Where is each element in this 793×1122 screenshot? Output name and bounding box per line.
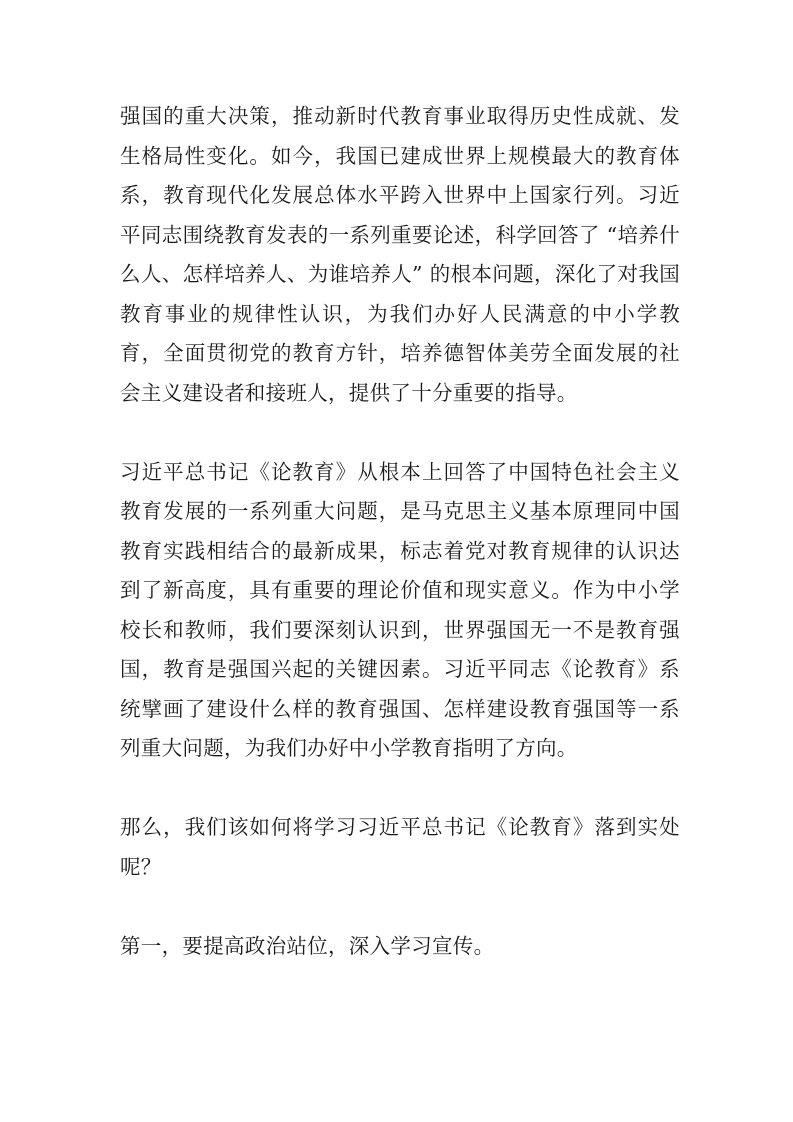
document-body (120, 97, 680, 966)
paragraph-education-achievements: 强国的重大决策，推动新时代教育事业取得历史性成就、发生格局性变化。如今，我国已建成世界上规模最大的教育体系，教育现代化发展总体水平跨入世界中上国家行列。习近平同志围绕教育发表的一系列重要论述，科学回答了 “培养什么人、怎样培养人、为谁培养人” 的根本问题，深化了对我国教育事业的规律性认识，为我们办好人民满意的中小学教育，全面贯彻党的教育方针，培养德智体美劳全面发展的社会主义建设者和接班人，提供了十分重要的指导。 (120, 104, 680, 405)
paragraph-first-point: 第一，要提高政治站位，深入学习宣传。 (120, 933, 495, 958)
paragraph-question: 那么，我们该如何将学习习近平总书记《论教育》落到实处呢？ (120, 815, 680, 879)
paragraph-on-education-significance: 习近平总书记《论教育》从根本上回答了中国特色社会主义教育发展的一系列重大问题，是马克思主义基本原理同中国教育实践相结合的最新成果，标志着党对教育规律的认识达到了新高度，具有重要的理论价值和现实意义。作为中小学校长和教师，我们要深刻认识到，世界强国无一不是教育强国，教育是强国兴起的关键因素。习近平同志《论教育》系统擘画了建设什么样的教育强国、怎样建设教育强国等一系列重大问题，为我们办好中小学教育指明了方向。 (120, 459, 680, 760)
